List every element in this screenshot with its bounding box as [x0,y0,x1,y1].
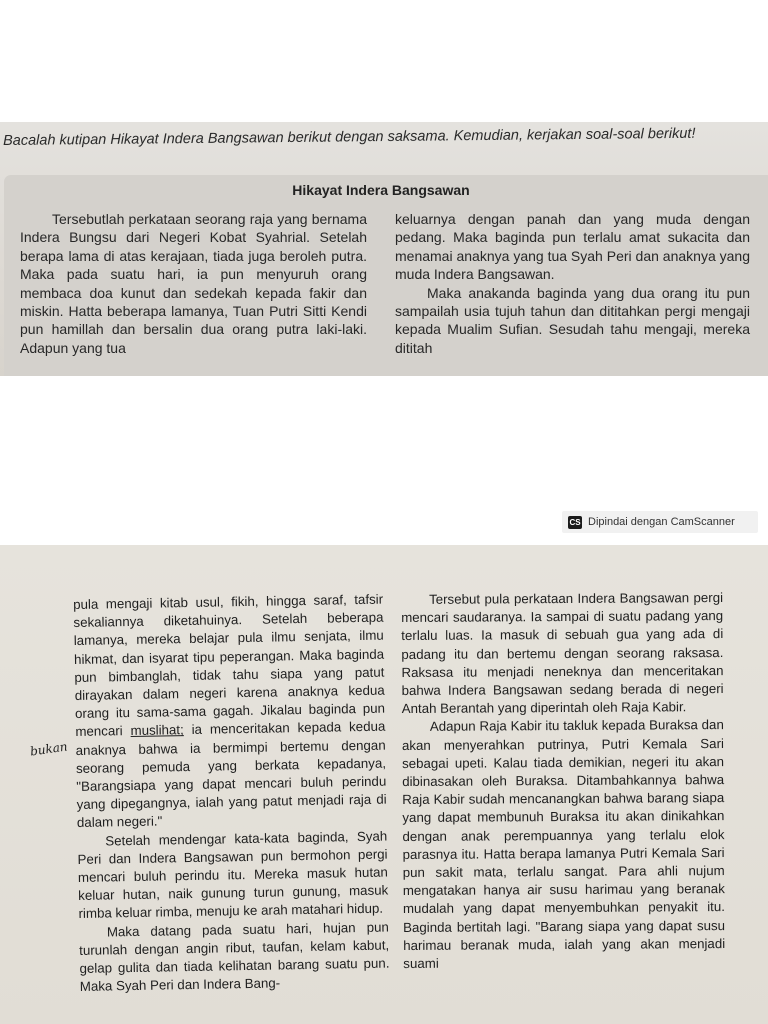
camscanner-watermark [562,511,758,533]
camscanner-logo-icon: CS [569,517,581,527]
page-left-column [73,591,390,997]
story-right-column [395,210,750,357]
page-right-column [401,589,725,973]
camscanner-label: Dipindai dengan CamScanner [588,516,735,528]
paragraph-text: ia menceritakan kepada kedua anaknya bahwa ia bermimpi bertemu dengan seorang pemuda yang berkata kepadanya, "Barangsiapa yang dapat mencari buluh perindu yang dipegangnya, ialah yang patut menjadi raja di dalam negeri." [75,718,387,831]
instruction-text: Bacalah kutipan Hikayat Indera Bangsawan berikut dengan saksama. Kemudian, kerjakan soal-soal berikut! [3,125,696,149]
page-paragraph: Setelah mendengar kata-kata baginda, Syah Peri dan Indera Bangsawan pun bermohon pergi mencari buluh perindu itu. Mereka masuk hutan keluar hutan, naik gunung turun gunung, masuk rimba keluar rimba, menuju ke arah matahari hidup. [77,828,389,922]
underlined-word: muslihat; [130,722,184,739]
story-title: Hikayat Indera Bangsawan [292,182,470,198]
handwritten-margin-note: bukan [29,739,69,759]
page-paragraph: Adapun Raja Kabir itu takluk kepada Buraksa dan akan menyerahkan putrinya, Putri Kemala Sari sebagai upeti. Kalau tiada demikian, negeri itu akan dibinasakan oleh Buraksa. Ditambahkannya bahwa Raja Kabir sudah mencanangkan bahwa barang siapa yang dapat membunuh Buraksa itu akan dinikahkan dengan anak perempuannya yang terlalu elok parasnya itu. Hatta berapa lamanya Putri Kemala Sari pun sakit mata, terlalu sangat. Para ahli nujum mengatakan hanya air susu harimau yang beranak mudalah yang dapat menyembuhkan penyakit itu. Baginda bertitah lagi. "Barang siapa yang dapat susu harimau beranak muda, ialah yang akan menjadi suami [401,717,726,972]
page-paragraph: Maka datang pada suatu hari, hujan pun turunlah dengan angin ribut, taufan, kelam kabut, gelap gulita dan tiada kelihatan barang suatu pun. Maka Syah Peri dan Indera Bang- [79,919,390,995]
page-paragraph [73,591,387,833]
story-paragraph: Maka anakanda baginda yang dua orang itu pun sampailah usia tujuh tahun dan dititahkan pergi mengaji kepada Mualim Sufian. Sesudah tahu mengaji, mereka dititah [395,284,750,356]
top-scanned-image [0,122,768,376]
story-paragraph: Tersebutlah perkataan seorang raja yang bernama Indera Bungsu dari Negeri Kobat Syahrial. Setelah berapa lama di atas kerajaan, tiada juga beroleh putra. Maka pada suatu hari, ia pun menyuruh orang membaca doa kunut dan sedekah kepada fakir dan miskin. Hatta beberapa lamanya, Tuan Putri Sitti Kendi pun hamillah dan bersalin dua orang putra laki-laki. Adapun yang tua [20,211,367,356]
bottom-scanned-page [0,545,768,1024]
story-paragraph: keluarnya dengan panah dan yang muda dengan pedang. Maka baginda pun terlalu amat sukacita dan menamai anaknya yang tua Syah Peri dan anaknya yang muda Indera Bangsawan. [395,211,750,283]
page-paragraph: Tersebut pula perkataan Indera Bangsawan pergi mencari saudaranya. Ia sampai di suatu padang yang terlalu luas. Ia masuk di sebuah gua yang ada di padang itu dan bertemu dengan seorang raksasa. Raksasa itu menjadi neneknya dan menceritakan bahwa Indera Bangsawan sedang berada di negeri Antah Berantah yang diperintah oleh Raja Kabir. [401,590,724,717]
story-left-column [20,210,367,357]
paragraph-text: pula mengaji kitab usul, fikih, hingga saraf, tafsir sekaliannya diketahuinya. Setelah beberapa lamanya, mereka belajar pula ilmu senjata, ilmu hikmat, dan isyarat tipu peperangan. Maka baginda pun bimbanglah, tidak tahu siapa yang patut dirayakan dalam negeri karena anaknya kedua orang itu sama-sama gagah. Jikalau baginda pun mencari [73,591,386,740]
